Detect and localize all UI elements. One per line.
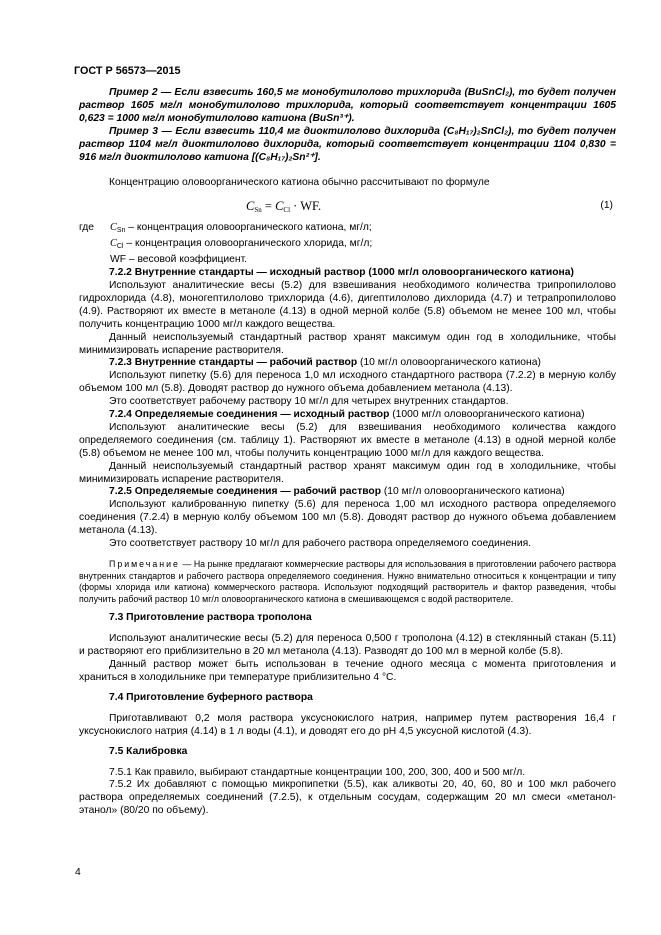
section-7-2-3-paragraph-2: Это соответствует рабочему раствору 10 мг/л для четырех внутренних стандартов. (109, 396, 509, 408)
formula-intro: Концентрацию оловоорганического катиона обычно рассчитывают по формуле (109, 177, 490, 189)
formula-block (79, 193, 616, 222)
formula-sn-subscript: Sn (254, 206, 262, 215)
section-7-2-5-paragraph-2: Это соответствует раствору 10 мг/л для рабочего раствора определяемого соединения. (109, 538, 532, 550)
where-list (79, 222, 616, 267)
formula-equals: = (261, 199, 276, 214)
section-7-3-paragraph-2: Данный раствор может быть использован в течение одного месяца с момента приготовления и храниться в холодильнике при температуре приблизительно 4 °C. (79, 659, 616, 683)
where-text: – концентрация оловоорганического хлорида, мг/л; (123, 238, 373, 250)
section-7-2-4-title: 7.2.4 Определяемые соединения — исходный раствор (109, 409, 390, 421)
section-7-4-paragraph-1: Приготавливают 0,2 моля раствора уксуснокислого натрия, например путем растворения 16,4 г уксуснокислого натрия (4.14) в 1 л воды (4.1), и доводят его до pH 4,5 уксусной кислотой (4.3). (79, 712, 616, 737)
section-7-2-5-title-rest: (10 мг/л оловоорганического катиона) (381, 486, 565, 498)
standard-header: ГОСТ Р 56573—2015 (74, 65, 181, 77)
note-label: Примечание (109, 559, 180, 569)
formula-number: (1) (600, 200, 613, 212)
where-text: – концентрация оловоорганического катиона, мг/л; (125, 222, 372, 234)
section-7-2-3-title: 7.2.3 Внутренние стандарты — рабочий раствор (109, 357, 358, 369)
section-7-2-3-title-rest: (10 мг/л оловоорганического катиона) (357, 357, 541, 369)
section-7-3-paragraph-1: Используют аналитические весы (5.2) для переноса 0,500 г трополона (4.12) в стеклянный стакан (5.11) и растворяют его приблизительно в 20 мл метанола (4.13). Разводят до 100 мл в мерной колбе (5.8). (79, 633, 616, 658)
section-7-2-2-paragraph-2: Данный неиспользуемый стандартный раствор хранят максимум один год в холодильнике, чтобы минимизировать испарение растворителя. (79, 331, 616, 356)
formula-rest: · WF. (290, 199, 322, 214)
section-7-5-2: 7.5.2 Их добавляют с помощью микропипетки (5.5), как аликвоты 20, 40, 60, 80 и 100 мкл рабочего раствора определяемых соединений (7.2.5), к отдельным сосудам, содержащим 20 мл смеси «метанол-этанол» (80/20 по объему). (79, 779, 616, 817)
where-label: где (79, 222, 95, 234)
note-block (79, 559, 616, 605)
where-subscript: Sn (116, 227, 126, 235)
example-3: Пример 3 — Если взвесить 110,4 мг диоктилолово дихлорида (C₈H₁₇)₂SnCl₂), то будет получен раствор 1104 мг/л диоктилолово дихлорида, который соответствует концентрации 1104 0,830 = 916 мг/л диоктилолово катиона [(C₈H₁₇)₂Sn²⁺]. (79, 125, 616, 163)
where-symbol: C (110, 238, 117, 250)
note-text: — На рынке предлагают коммерческие растворы для использования в приготовлении рабочего раствора внутренних стандартов и рабочего раствора определяемого соединения. Нужно внимательно относиться к концентрации и типу (формы хлорида или катиона) коммерческого раствора. Используют подходящий растворитель и фактор разведения, чтобы получить рабочий раствор 10 мг/л оловоорганического катиона в смешивающемся с водой растворителе. (79, 559, 616, 604)
page-number: 4 (75, 867, 81, 878)
formula-c-symbol-2: C (275, 199, 284, 214)
formula-expression (246, 200, 321, 217)
section-7-4-title: 7.4 Приготовление буферного раствора (109, 691, 313, 703)
section-7-2-2-paragraph-1: Используют аналитические весы (5.2) для взвешивания необходимого количества трипропилолово гидрохлорида (4.8), моногептилолово трихлорида (4.6), дигептилолово дихлорида (4.7) и тетрапропилолово (4.9). Растворяют их вместе в метаноле (4.13) в одной мерной колбе (5.8) объемом не менее 100 мл, чтобы получить концентрацию 1000 мг/л каждого вещества. (79, 279, 616, 330)
formula-c-symbol: C (246, 199, 255, 214)
formula-cl-subscript: Cl (283, 206, 291, 215)
where-item-ccl (110, 238, 616, 254)
section-7-2-4-paragraph-1: Используют аналитические весы (5.2) для взвешивания необходимого количества каждого определяемого соединения (см. таблицу 1). Растворяют их вместе в метаноле (4.13) в одной мерной колбе (5.8) объемом не менее 100 мл, чтобы получить концентрацию 1000 мг/л для каждого вещества. (79, 421, 616, 459)
section-7-2-4-heading (79, 409, 616, 422)
section-7-2-3-paragraph-1: Используют пипетку (5.6) для переноса 1,0 мл исходного стандартного раствора (7.2.2) в мерную колбу объемом 100 мл (5.8). Доводят раствор до нужного объема добавлением метанола (4.13). (79, 370, 616, 395)
section-7-5-title: 7.5 Калибровка (109, 745, 188, 757)
where-symbol: C (110, 222, 117, 234)
section-7-2-4-paragraph-2: Данный неиспользуемый стандартный раствор хранят максимум один год в холодильнике, чтобы минимизировать испарение растворителя. (79, 460, 616, 485)
where-subscript: Cl (116, 243, 124, 251)
section-7-2-5-title: 7.2.5 Определяемые соединения — рабочий раствор (109, 486, 382, 498)
section-7-2-5-paragraph-1: Используют калиброванную пипетку (5.6) для переноса 1,00 мл исходного раствора определяемого соединения (7.2.4) в мерную колбу объемом 100 мл (5.8). Доводят раствор до нужного объема добавлением метанола (4.13). (79, 499, 616, 537)
section-7-2-5-heading (79, 486, 616, 499)
example-2: Пример 2 — Если взвесить 160,5 мг монобутилолово трихлорида (BuSnCl₂), то будет получен раствор 1605 мг/л монобутилолово трихлорида, который соответствует концентрации 1605 0,623 = 1000 мг/л монобутилолово катиона (BuSn³⁺). (79, 87, 616, 124)
section-7-3-title: 7.3 Приготовление раствора трополона (109, 612, 312, 624)
where-item-csn (110, 222, 616, 238)
section-7-2-3-heading (79, 357, 616, 370)
where-item-wf: WF – весовой коэффициент. (110, 254, 248, 266)
section-7-5-1: 7.5.1 Как правило, выбирают стандартные концентрации 100, 200, 300, 400 и 500 мг/л. (109, 766, 526, 778)
section-7-2-2-title: 7.2.2 Внутренние стандарты — исходный раствор (1000 мг/л оловоорганического катиона) (109, 267, 574, 279)
section-7-2-4-title-rest: (1000 мг/л оловоорганического катиона) (389, 409, 585, 421)
document-body (79, 87, 616, 818)
